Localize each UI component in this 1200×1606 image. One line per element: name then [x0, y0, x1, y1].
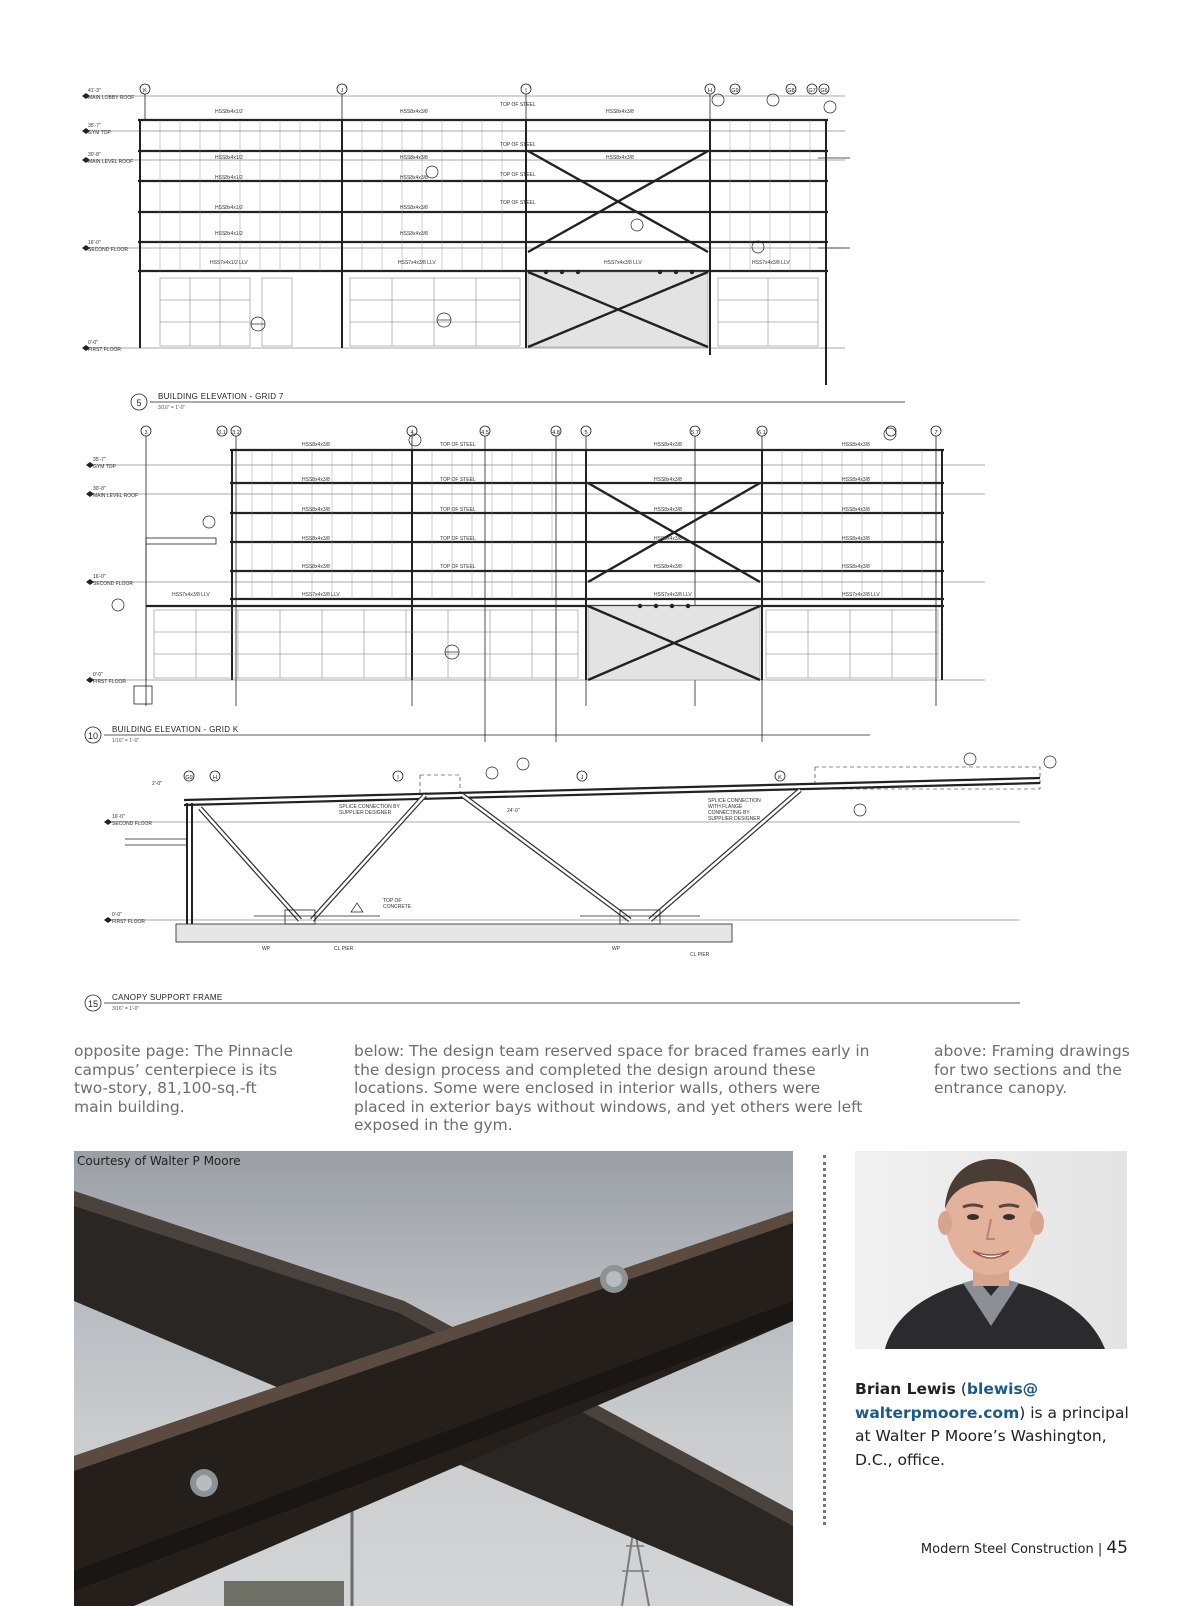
- svg-text:FIRST FLOOR: FIRST FLOOR: [88, 347, 121, 353]
- grid-label: G9: [731, 88, 739, 94]
- svg-text:HSS8x4x3/8: HSS8x4x3/8: [400, 205, 428, 211]
- photo-credit: Courtesy of Walter P Moore: [77, 1154, 241, 1168]
- svg-text:HSS8x4x3/8: HSS8x4x3/8: [842, 507, 870, 513]
- svg-text:35'-7": 35'-7": [93, 457, 106, 463]
- svg-text:16'-0": 16'-0": [112, 814, 125, 820]
- page-number: 45: [1106, 1538, 1128, 1558]
- svg-text:HSS8x4x3/8: HSS8x4x3/8: [302, 564, 330, 570]
- svg-text:GYM TOP: GYM TOP: [88, 130, 111, 136]
- svg-text:HSS8x4x3/8: HSS8x4x3/8: [654, 442, 682, 448]
- svg-text:TOP OF STEEL: TOP OF STEEL: [500, 142, 536, 148]
- svg-text:0'-0": 0'-0": [112, 912, 122, 918]
- drawing-number-5: 5: [136, 398, 142, 408]
- svg-text:HSS8x4x3/8: HSS8x4x3/8: [842, 477, 870, 483]
- grid-label: I: [397, 775, 399, 781]
- svg-text:2'-0": 2'-0": [152, 781, 162, 787]
- svg-text:CONNECTING BY: CONNECTING BY: [708, 810, 750, 816]
- svg-text:16'-0": 16'-0": [88, 240, 101, 246]
- grid-label: K: [143, 88, 147, 94]
- svg-text:30'-8": 30'-8": [88, 152, 101, 158]
- grid-label: J: [580, 775, 584, 781]
- column-divider: [823, 1155, 826, 1525]
- svg-text:HSS8x4x3/8: HSS8x4x3/8: [302, 507, 330, 513]
- svg-text:TOP OF STEEL: TOP OF STEEL: [440, 442, 476, 448]
- svg-text:HSS8x4x3/8: HSS8x4x3/8: [842, 536, 870, 542]
- caption-left: opposite page: The Pinnacle campus’ centerpiece is its two-story, 81,100-sq.-ft main building.: [74, 1042, 294, 1116]
- grid-label: G9: [185, 775, 193, 781]
- svg-text:HSS8x4x1/2: HSS8x4x1/2: [215, 109, 243, 115]
- svg-text:HSS8x4x3/8: HSS8x4x3/8: [606, 155, 634, 161]
- svg-text:TOP OF STEEL: TOP OF STEEL: [500, 200, 536, 206]
- svg-text:WP: WP: [262, 946, 271, 952]
- grid-label: H: [213, 775, 217, 781]
- svg-text:WITH FLANGE: WITH FLANGE: [708, 804, 743, 810]
- author-email-part2: walterpmoore.com: [855, 1403, 1020, 1422]
- author-headshot: [855, 1151, 1127, 1349]
- svg-text:HSS8x4x3/8: HSS8x4x3/8: [654, 536, 682, 542]
- svg-text:HSS7x4x3/8 LLV: HSS7x4x3/8 LLV: [302, 592, 340, 598]
- svg-text:SECOND FLOOR: SECOND FLOOR: [112, 821, 153, 827]
- elevation-grid7: [82, 84, 905, 411]
- svg-text:SECOND FLOOR: SECOND FLOOR: [93, 581, 134, 587]
- caption-right: above: Framing drawings for two sections and the entrance canopy.: [934, 1042, 1130, 1097]
- grid-label: G8: [787, 88, 795, 94]
- drawing-title-grid7: BUILDING ELEVATION - GRID 7: [158, 392, 284, 401]
- author-name: Brian Lewis: [855, 1380, 956, 1398]
- svg-text:SUPPLIER DESIGNER: SUPPLIER DESIGNER: [708, 816, 761, 822]
- author-email-part1: blewis@: [966, 1380, 1039, 1398]
- drawing-scale-grid7: 3/16" = 1'-0": [158, 405, 186, 411]
- svg-text:HSS8x4x3/8: HSS8x4x3/8: [302, 536, 330, 542]
- svg-text:24'-0": 24'-0": [507, 808, 520, 814]
- svg-text:MAIN LOBBY ROOF: MAIN LOBBY ROOF: [88, 95, 135, 101]
- author-portrait: [855, 1151, 1127, 1349]
- svg-text:TOP OF STEEL: TOP OF STEEL: [440, 477, 476, 483]
- svg-text:HSS8x4x1/2: HSS8x4x1/2: [215, 231, 243, 237]
- svg-text:HSS8x4x3/8: HSS8x4x3/8: [606, 109, 634, 115]
- drawing-scale-canopy: 3/16" = 1'-0": [112, 1006, 140, 1012]
- grid-label: 4.8: [552, 430, 560, 436]
- grid-label: 5: [584, 430, 588, 436]
- drawing-number-15: 15: [87, 999, 99, 1009]
- drawing-title-gridK: BUILDING ELEVATION - GRID K: [112, 725, 239, 734]
- grid-label: 4.5: [481, 430, 489, 436]
- svg-text:SPLICE CONNECTION: SPLICE CONNECTION: [708, 798, 761, 804]
- svg-text:MAIN LEVEL ROOF: MAIN LEVEL ROOF: [93, 493, 139, 499]
- svg-text:HSS8x4x1/2: HSS8x4x1/2: [215, 175, 243, 181]
- svg-text:FIRST FLOOR: FIRST FLOOR: [93, 679, 126, 685]
- svg-text:HSS8x4x3/8: HSS8x4x3/8: [400, 109, 428, 115]
- grid-label: G7: [808, 88, 816, 94]
- svg-text:HSS8x4x3/8: HSS8x4x3/8: [400, 175, 428, 181]
- svg-text:HSS7x4x3/8 LLV: HSS7x4x3/8 LLV: [752, 260, 790, 266]
- drawing-title-canopy: CANOPY SUPPORT FRAME: [112, 993, 223, 1002]
- svg-text:GYM TOP: GYM TOP: [93, 464, 116, 470]
- grid-label: 3: [144, 430, 148, 436]
- svg-text:MAIN LEVEL ROOF: MAIN LEVEL ROOF: [88, 159, 134, 165]
- svg-text:HSS8x4x3/8: HSS8x4x3/8: [842, 442, 870, 448]
- svg-text:HSS7x4x3/8 LLV: HSS7x4x3/8 LLV: [604, 260, 642, 266]
- svg-text:SECOND FLOOR: SECOND FLOOR: [88, 247, 129, 253]
- svg-text:HSS8x4x3/8: HSS8x4x3/8: [842, 564, 870, 570]
- svg-text:TOP OF: TOP OF: [383, 898, 402, 904]
- grid-label: 3.1: [218, 430, 226, 436]
- svg-text:TOP OF STEEL: TOP OF STEEL: [440, 507, 476, 513]
- drawing-scale-gridK: 1/16" = 1'-0": [112, 738, 140, 744]
- grid-label: I: [525, 88, 527, 94]
- svg-text:0'-0": 0'-0": [93, 672, 103, 678]
- svg-text:HSS8x4x3/8: HSS8x4x3/8: [400, 231, 428, 237]
- footer-separator: |: [1097, 1542, 1103, 1557]
- grid-label: H: [708, 88, 712, 94]
- svg-text:HSS8x4x3/8: HSS8x4x3/8: [400, 155, 428, 161]
- magazine-name: Modern Steel Construction: [920, 1542, 1094, 1557]
- drawing-number-10: 10: [87, 731, 99, 741]
- grid-label: J: [340, 88, 344, 94]
- svg-text:SUPPLIER DESIGNER: SUPPLIER DESIGNER: [339, 810, 392, 816]
- svg-text:WP: WP: [612, 946, 621, 952]
- svg-text:TOP OF STEEL: TOP OF STEEL: [500, 102, 536, 108]
- svg-text:HSS7x4x3/8 LLV: HSS7x4x3/8 LLV: [842, 592, 880, 598]
- svg-text:HSS7x4x3/8 LLV: HSS7x4x3/8 LLV: [172, 592, 210, 598]
- svg-text:HSS8x4x3/8: HSS8x4x3/8: [654, 564, 682, 570]
- grid-label: 7: [934, 430, 938, 436]
- grid-label: 6.1: [758, 430, 766, 436]
- grid-label: G6: [820, 88, 828, 94]
- svg-text:41'-3": 41'-3": [88, 88, 101, 94]
- svg-text:TOP OF STEEL: TOP OF STEEL: [440, 564, 476, 570]
- canopy-support-frame: [85, 753, 1056, 1012]
- svg-text:TOP OF STEEL: TOP OF STEEL: [500, 172, 536, 178]
- svg-text:CL PIER: CL PIER: [690, 952, 710, 958]
- svg-text:HSS8x4x1/2: HSS8x4x1/2: [215, 155, 243, 161]
- svg-text:HSS8x4x3/8: HSS8x4x3/8: [654, 507, 682, 513]
- svg-text:30'-8": 30'-8": [93, 486, 106, 492]
- braced-frame-photo: [74, 1151, 793, 1606]
- svg-text:TOP OF STEEL: TOP OF STEEL: [440, 536, 476, 542]
- caption-middle: below: The design team reserved space for braced frames early in the design process and completed the design around these locations. Some were enclosed in interior walls, others were placed in exterior bays without windows, and yet others were left exposed in the gym.: [354, 1042, 870, 1134]
- svg-text:35'-7": 35'-7": [88, 123, 101, 129]
- grid-label: 5.7: [691, 430, 699, 436]
- svg-text:HSS8x4x3/8: HSS8x4x3/8: [302, 442, 330, 448]
- svg-text:CONCRETE: CONCRETE: [383, 904, 412, 910]
- grid-label: K: [778, 775, 782, 781]
- svg-text:FIRST FLOOR: FIRST FLOOR: [112, 919, 145, 925]
- svg-text:0'-0": 0'-0": [88, 340, 98, 346]
- svg-text:HSS8x4x3/8: HSS8x4x3/8: [654, 477, 682, 483]
- svg-text:CL PIER: CL PIER: [334, 946, 354, 952]
- svg-text:HSS7x4x3/8 LLV: HSS7x4x3/8 LLV: [398, 260, 436, 266]
- svg-text:HSS7x4x1/2 LLV: HSS7x4x1/2 LLV: [210, 260, 248, 266]
- svg-text:HSS8x4x3/8: HSS8x4x3/8: [302, 477, 330, 483]
- grid-label: 3.2: [232, 430, 240, 436]
- steel-x-brace-image: [74, 1151, 793, 1606]
- elevation-gridK: [85, 426, 985, 744]
- svg-text:16'-0": 16'-0": [93, 574, 106, 580]
- svg-text:HSS7x4x3/8 LLV: HSS7x4x3/8 LLV: [654, 592, 692, 598]
- grid-label: 4: [410, 430, 414, 436]
- author-bio-text: ) is a principal at Walter P Moore’s Washington, D.C., office.: [855, 1403, 1129, 1469]
- svg-text:SPLICE CONNECTION BY: SPLICE CONNECTION BY: [339, 804, 400, 810]
- grid-labels: [143, 88, 937, 781]
- svg-text:HSS8x4x1/2: HSS8x4x1/2: [215, 205, 243, 211]
- page-footer: [921, 1538, 1128, 1558]
- author-bio: Brian Lewis (blewis@ walterpmoore.com) is a principal at Walter P Moore’s Washington, D.C., office.: [855, 1380, 1129, 1469]
